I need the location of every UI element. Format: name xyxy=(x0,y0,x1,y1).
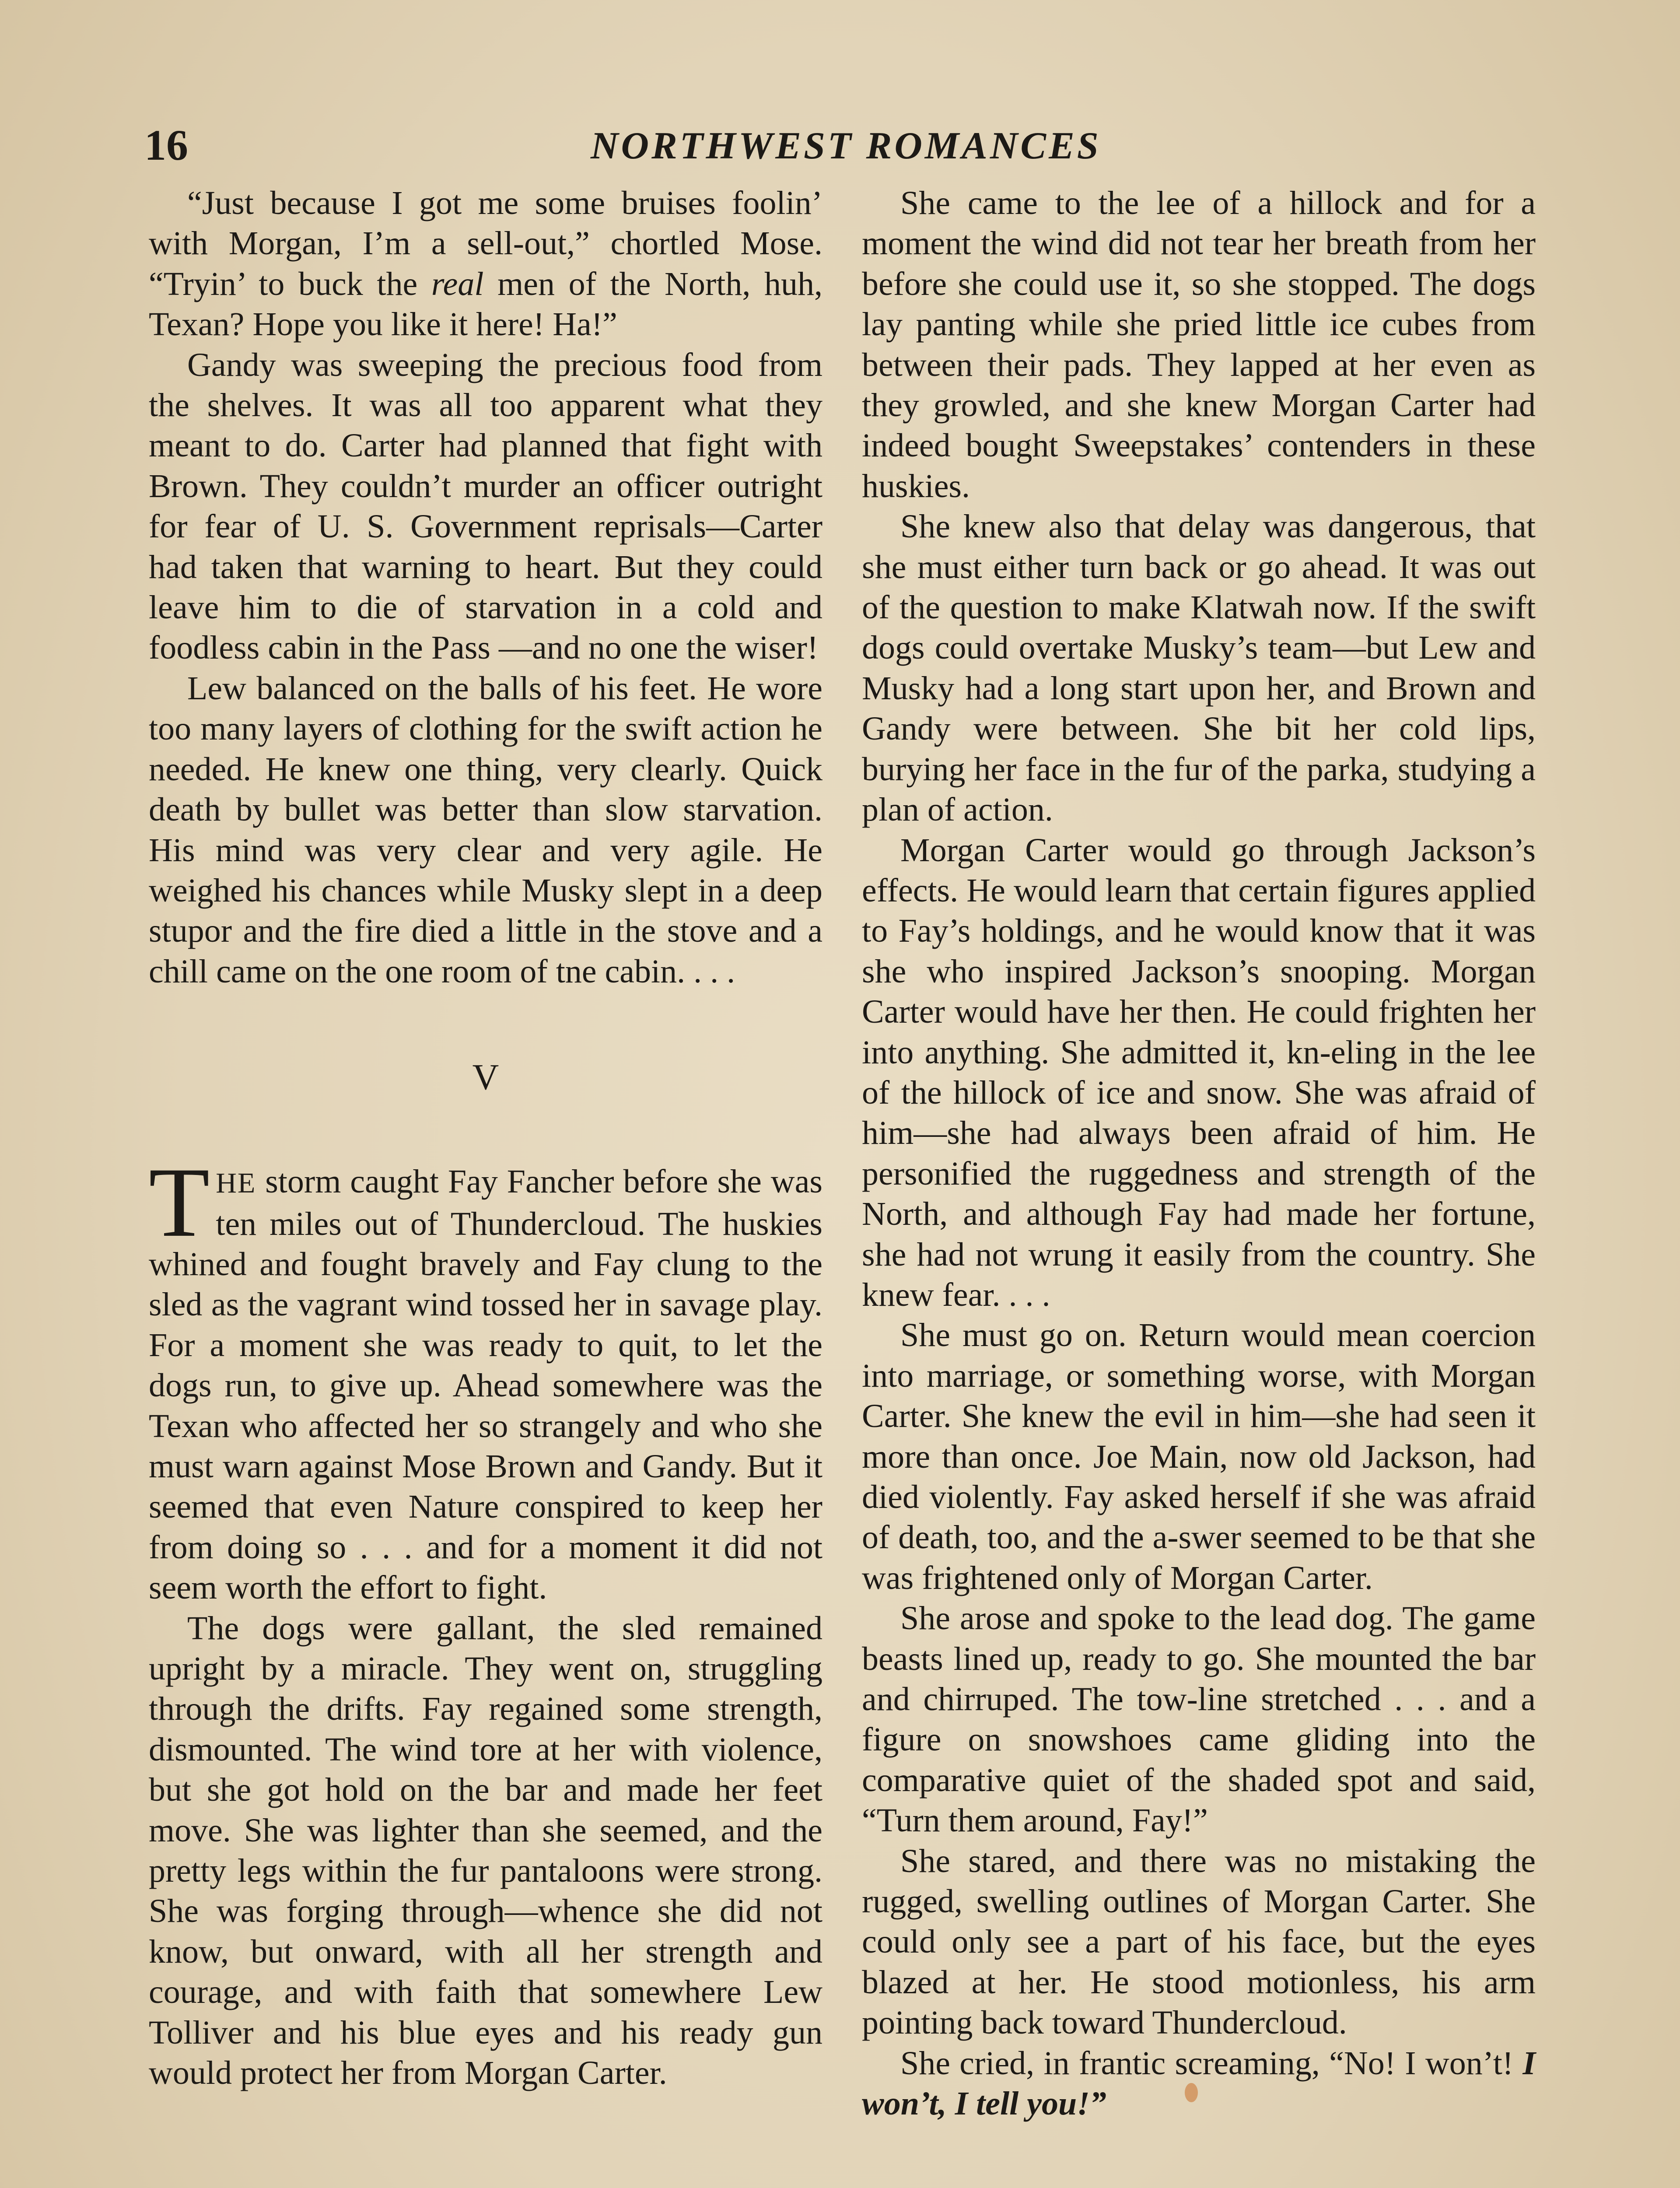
drop-cap: T xyxy=(149,1147,210,1258)
paragraph: She arose and spoke to the lead dog. The game beasts lined up, ready to go. She mounted the bar and chirruped. The tow-line stretched . . . and a figure on snowshoes came gliding into the comparative quiet of the shaded spot and said, “Turn them around, Fay!” xyxy=(862,1600,1536,1839)
paragraph: Gandy was sweeping the precious food from the shelves. It was all too apparent what they meant to do. Carter had planned that fight with Brown. They couldn’t murder an officer outright for fear of U. S. Government reprisals—Carter had taken that warning to heart. But they could leave him to die of starvation in a cold and foodless cabin in the Pass —and no one the wiser! xyxy=(149,346,822,666)
page-number: 16 xyxy=(144,121,188,169)
paragraph: The dogs were gallant, the sled remained upright by a miracle. They went on, struggling through the drifts. Fay regained some strength, dismounted. The wind tore at her with violence, but she got hold on the bar and made her feet move. She was lighter than she seemed, and the pretty legs within the fur pantaloons were strong. She was forging through—whence she did not know, but onward, with all her strength and courage, and with faith that somewhere Lew Tolliver and his blue eyes and his ready gun would protect her from Morgan Carter. xyxy=(149,1609,822,2092)
paragraph: Morgan Carter would go through Jackson’s effects. He would learn that certain figures applied to Fay’s holdings, and he would know that it was she who inspired Jackson’s snooping. Morgan Carter would have her then. He could frighten her into anything. She admitted it, kn-eling in the lee of the hillock of ice and snow. She was afraid of him—she had always been afraid of him. He personified the ruggedness and strength of the North, and although Fay had made her fortune, she had not wrung it easily from the country. She knew fear. . . . xyxy=(862,831,1536,1313)
chapter-opening-paragraph: THE storm caught Fay Fancher before she was ten miles out of Thundercloud. The huskies whined and fought bravely and Fay clung to the sled as the vagrant wind tossed her in savage play. For a moment she was ready to quit, to let the dogs run, to give up. Ahead somewhere was the Texan who affected her so strangely and who she must warn against Mose Brown and Gandy. But it seemed that even Nature conspired to keep her from doing so . . . and for a moment it did not seem worth the effort to fight. xyxy=(149,1147,822,1606)
paragraph: She came to the lee of a hillock and for a moment the wind did not tear her breath from her before she could use it, so she stopped. The dogs lay panting while she pried little ice cubes from between their pads. They lapped at her even as they growled, and she knew Morgan Carter had indeed bought Sweepstakes’ contenders in these huskies. xyxy=(862,185,1536,505)
paragraph: She must go on. Return would mean coercion into marriage, or something worse, with Morgan Carter. She knew the evil in him—she had seen it more than once. Joe Main, now old Jackson, had died violently. Fay asked herself if she was afraid of death, too, and the a-swer seemed to be that she was frightened only of Morgan Carter. xyxy=(862,1317,1536,1596)
chapter-number: V xyxy=(472,1057,499,1098)
left-column xyxy=(149,183,822,2093)
paragraph: She stared, and there was no mistaking the rugged, swelling outlines of Morgan Carter. She could only see a part of his face, but the eyes blazed at her. He stood motionless, his arm pointing back toward Thundercloud. xyxy=(862,1842,1536,2041)
paragraph: She cried, in frantic screaming, “No! I won’t! I won’t, I tell you!” xyxy=(862,2044,1536,2122)
paragraph: She knew also that delay was dangerous, that she must either turn back or go ahead. It was out of the question to make Klatwah now. If the swift dogs could overtake Musky’s team—but Lew and Musky had a long start upon her, and Brown and Gandy were between. She bit her cold lips, burying her face in the fur of the parka, studying a plan of action. xyxy=(862,508,1536,828)
paragraph: “Just because I got me some bruises foolin’ with Morgan, I’m a sell-out,” chortled Mose. “Tryin’ to buck the real men of the North, huh, Texan? Hope you like it here! Ha!” xyxy=(149,185,823,343)
paragraph: Lew balanced on the balls of his feet. He wore too many layers of clothing for the swift action he needed. He knew one thing, very clearly. Quick death by bullet was better than slow starvation. His mind was very clear and very agile. He weighed his chances while Musky slept in a deep stupor and the fire died a little in the stove and a chill came on the one room of tne cabin. . . . xyxy=(149,670,822,990)
magazine-title: NORTHWEST ROMANCES xyxy=(591,125,1101,167)
right-column xyxy=(862,183,1536,2124)
paper-stain xyxy=(1185,2083,1198,2102)
